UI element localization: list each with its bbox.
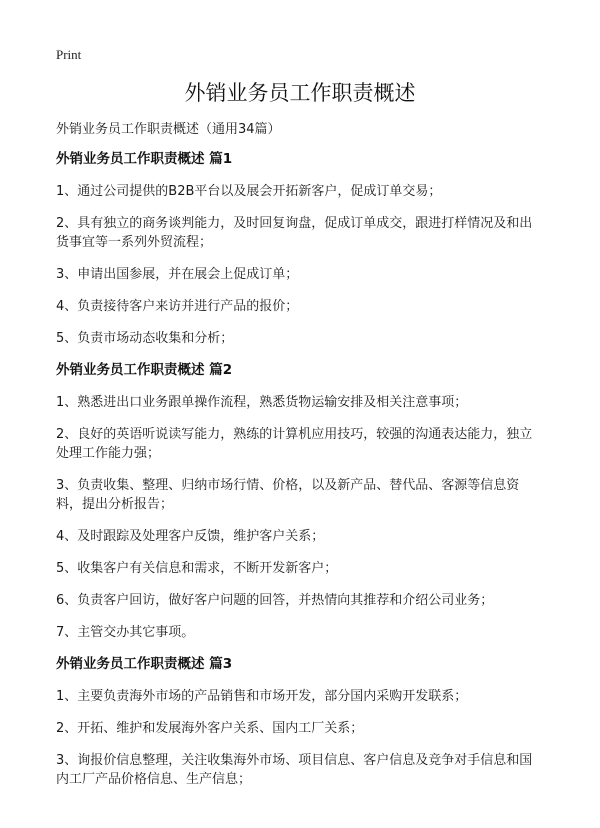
list-item: 4、及时跟踪及处理客户反馈，维护客户关系； [56, 529, 325, 544]
list-item: 5、负责市场动态收集和分析； [56, 331, 234, 346]
list-item: 3、申请出国参展，并在展会上促成订单； [56, 267, 299, 282]
section-2 [56, 361, 544, 642]
section-heading: 外销业务员工作职责概述 篇1 [56, 151, 233, 167]
list-item: 2、良好的英语听说读写能力，熟练的计算机应用技巧，较强的沟通表达能力，独立处理工作能力强； [56, 427, 533, 461]
list-item: 3、负责收集、整理、归纳市场行情、价格，以及新产品、替代品、客源等信息资料，提出分析报告； [56, 478, 520, 512]
print-label[interactable]: Print [56, 47, 82, 62]
section-heading: 外销业务员工作职责概述 篇3 [56, 656, 233, 672]
document-subtitle: 外销业务员工作职责概述（通用34篇） [56, 122, 281, 137]
list-item: 7、主管交办其它事项。 [56, 625, 195, 640]
section-1 [56, 150, 544, 348]
list-item: 2、开拓、维护和发展海外客户关系、国内工厂关系； [56, 721, 364, 736]
list-item: 3、询报价信息整理，关注收集海外市场、项目信息、客户信息及竞争对手信息和国内工厂产品价格信息、生产信息； [56, 753, 533, 787]
list-item: 2、具有独立的商务谈判能力，及时回复询盘，促成订单成交，跟进打样情况及和出货事宜等一系列外贸流程； [56, 216, 533, 250]
list-item: 4、负责接待客户来访并进行产品的报价； [56, 299, 299, 314]
document-title: 外销业务员工作职责概述 [184, 81, 416, 105]
list-item: 1、通过公司提供的B2B平台以及展会开拓新客户，促成订单交易； [56, 184, 442, 199]
list-item: 1、主要负责海外市场的产品销售和市场开发，部分国内采购开发联系； [56, 689, 468, 704]
list-item: 6、负责客户回访，做好客户问题的回答，并热情向其推荐和介绍公司业务； [56, 593, 494, 608]
section-3 [56, 655, 544, 789]
list-item: 1、熟悉进出口业务跟单操作流程，熟悉货物运输安排及相关注意事项； [56, 395, 468, 410]
list-item: 5、收集客户有关信息和需求，不断开发新客户； [56, 561, 338, 576]
sections-container [56, 150, 544, 802]
section-heading: 外销业务员工作职责概述 篇2 [56, 362, 233, 378]
